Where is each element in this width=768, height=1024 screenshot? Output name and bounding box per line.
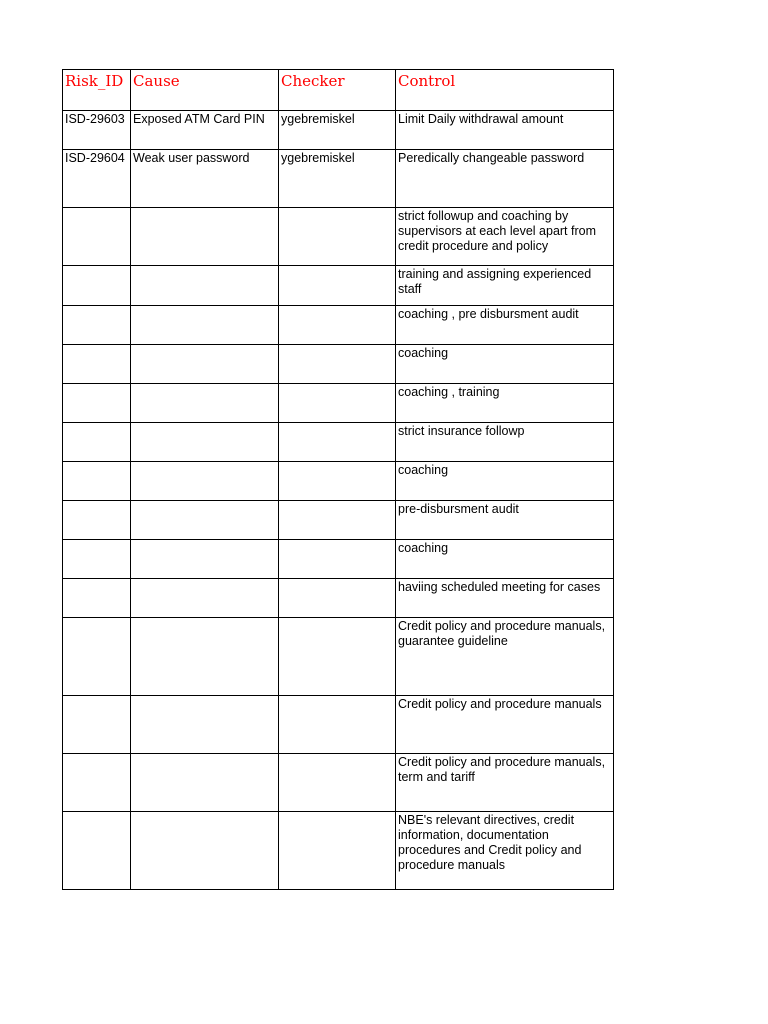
header-control: Control <box>396 70 614 111</box>
cell-risk-id <box>63 208 131 266</box>
cell-cause <box>131 306 279 345</box>
cell-control: Peredically changeable password <box>396 150 614 208</box>
cell-cause: Weak user password <box>131 150 279 208</box>
table-row <box>63 384 614 423</box>
cell-risk-id: ISD-29604 <box>63 150 131 208</box>
cell-cause <box>131 540 279 579</box>
cell-control: strict insurance followp <box>396 423 614 462</box>
cell-risk-id <box>63 462 131 501</box>
header-cause: Cause <box>131 70 279 111</box>
cell-checker: ygebremiskel <box>279 111 396 150</box>
cell-control: training and assigning experienced staff <box>396 266 614 306</box>
cell-control: Limit Daily withdrawal amount <box>396 111 614 150</box>
cell-cause <box>131 462 279 501</box>
cell-control: haviing scheduled meeting for cases <box>396 579 614 618</box>
table-row <box>63 812 614 890</box>
cell-control: NBE's relevant directives, credit information, documentation procedures and Credit policy and procedure manuals <box>396 812 614 890</box>
table-row <box>63 754 614 812</box>
cell-checker <box>279 540 396 579</box>
cell-checker <box>279 345 396 384</box>
cell-checker <box>279 384 396 423</box>
cell-checker <box>279 812 396 890</box>
table-row <box>63 266 614 306</box>
cell-checker <box>279 423 396 462</box>
table-row <box>63 540 614 579</box>
cell-checker <box>279 208 396 266</box>
cell-risk-id <box>63 384 131 423</box>
table-row <box>63 462 614 501</box>
cell-control: pre-disbursment audit <box>396 501 614 540</box>
table-row <box>63 306 614 345</box>
table-row <box>63 618 614 696</box>
cell-control: coaching <box>396 462 614 501</box>
cell-checker: ygebremiskel <box>279 150 396 208</box>
cell-risk-id <box>63 501 131 540</box>
header-checker: Checker <box>279 70 396 111</box>
risk-control-table <box>62 69 614 890</box>
cell-cause <box>131 266 279 306</box>
cell-control: Credit policy and procedure manuals, guarantee guideline <box>396 618 614 696</box>
cell-checker <box>279 501 396 540</box>
cell-checker <box>279 696 396 754</box>
cell-cause <box>131 423 279 462</box>
table-row <box>63 501 614 540</box>
cell-cause: Exposed ATM Card PIN <box>131 111 279 150</box>
cell-cause <box>131 579 279 618</box>
cell-cause <box>131 384 279 423</box>
table-row <box>63 423 614 462</box>
cell-checker <box>279 306 396 345</box>
header-risk-id: Risk_ID <box>63 70 131 111</box>
table-row <box>63 696 614 754</box>
header-row <box>63 70 614 111</box>
cell-cause <box>131 618 279 696</box>
cell-cause <box>131 208 279 266</box>
cell-risk-id <box>63 812 131 890</box>
cell-control: coaching <box>396 540 614 579</box>
cell-risk-id <box>63 306 131 345</box>
cell-cause <box>131 501 279 540</box>
cell-cause <box>131 345 279 384</box>
cell-risk-id <box>63 423 131 462</box>
table-row <box>63 208 614 266</box>
cell-risk-id <box>63 754 131 812</box>
cell-cause <box>131 754 279 812</box>
table-row <box>63 150 614 208</box>
cell-control: coaching , pre disbursment audit <box>396 306 614 345</box>
cell-cause <box>131 696 279 754</box>
cell-control: Credit policy and procedure manuals <box>396 696 614 754</box>
cell-risk-id <box>63 540 131 579</box>
cell-control: coaching <box>396 345 614 384</box>
cell-checker <box>279 579 396 618</box>
cell-risk-id <box>63 266 131 306</box>
cell-control: Credit policy and procedure manuals, term and tariff <box>396 754 614 812</box>
cell-control: coaching , training <box>396 384 614 423</box>
cell-checker <box>279 618 396 696</box>
table-row <box>63 345 614 384</box>
table-row <box>63 111 614 150</box>
cell-checker <box>279 754 396 812</box>
cell-risk-id <box>63 345 131 384</box>
table-row <box>63 579 614 618</box>
cell-control: strict followup and coaching by supervisors at each level apart from credit procedure and policy <box>396 208 614 266</box>
cell-risk-id <box>63 618 131 696</box>
cell-cause <box>131 812 279 890</box>
cell-risk-id: ISD-29603 <box>63 111 131 150</box>
cell-risk-id <box>63 579 131 618</box>
cell-checker <box>279 462 396 501</box>
cell-risk-id <box>63 696 131 754</box>
cell-checker <box>279 266 396 306</box>
